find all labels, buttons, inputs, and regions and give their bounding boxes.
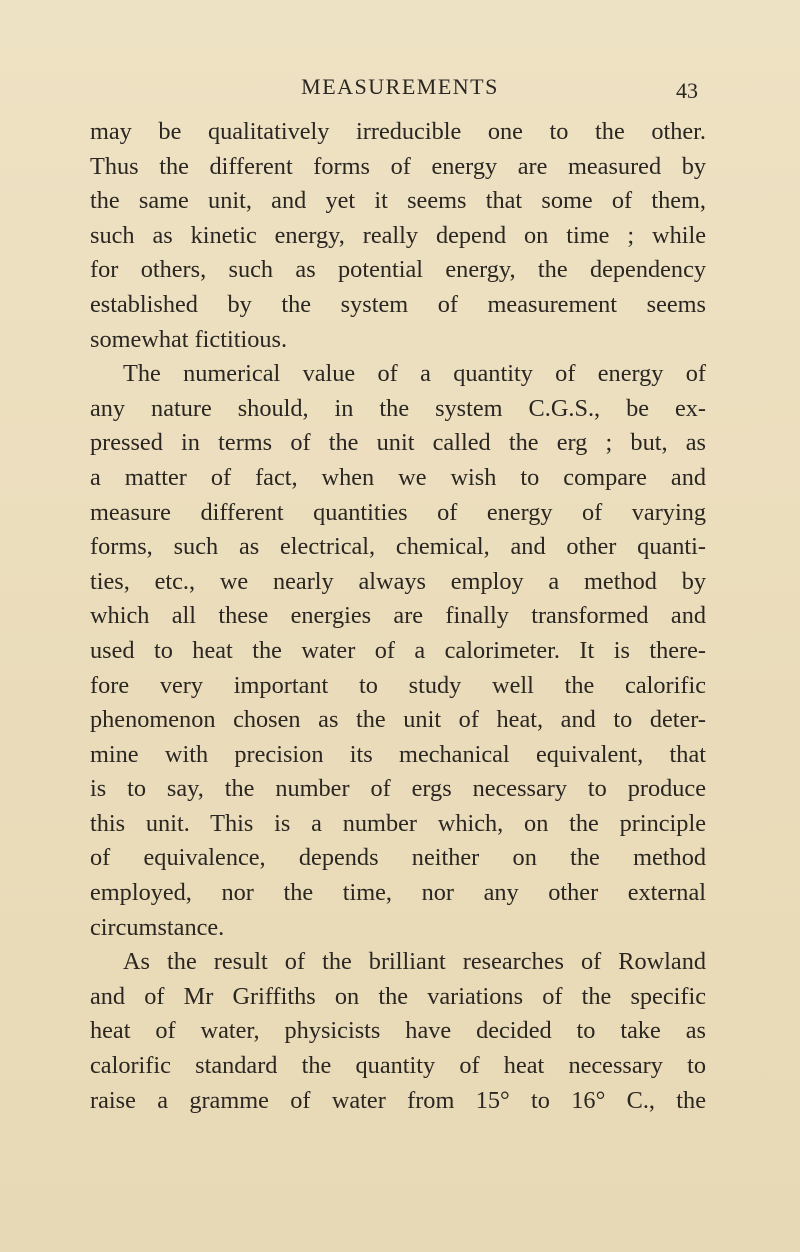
text-line: somewhat fictitious. [90,325,288,353]
text-line: As the result of the brilliant researches of Rowland [123,948,706,976]
text-line: this unit. This is a number which, on the principle [90,809,706,837]
text-line: of equivalence, depends neither on the method [90,844,706,872]
text-line: established by the system of measurement seems [90,290,706,318]
page-number: 43 [676,78,698,103]
text-line: and of Mr Griffiths on the variations of the specific [90,982,706,1010]
text-line: ties, etc., we nearly always employ a method by [90,567,706,595]
text-line: measure different quantities of energy of varying [90,498,706,526]
text-line: which all these energies are finally transformed and [90,602,706,630]
running-head [0,72,800,106]
text-line: may be qualitatively irreducible one to the other. [90,118,706,145]
text-line: circumstance. [90,913,225,941]
text-line: heat of water, physicists have decided to take as [90,1017,706,1045]
text-line: pressed in terms of the unit called the erg ; but, as [90,429,706,457]
text-line: mine with precision its mechanical equivalent, that [90,740,706,768]
text-line: raise a gramme of water from 15° to 16° C., the [90,1086,706,1114]
text-line: is to say, the number of ergs necessary to produce [90,775,706,803]
text-line: The numerical value of a quantity of energy of [123,360,706,388]
text-line: any nature should, in the system C.G.S., be ex- [90,394,706,422]
text-line: such as kinetic energy, really depend on time ; while [90,221,706,249]
text-line: phenomenon chosen as the unit of heat, and to deter- [90,706,706,734]
text-line: calorific standard the quantity of heat necessary to [90,1052,706,1080]
text-line: fore very important to study well the calorific [90,671,706,699]
body-text [90,115,706,1118]
text-line: for others, such as potential energy, the dependency [90,256,706,284]
text-line: forms, such as electrical, chemical, and other quanti- [90,533,706,561]
text-line: a matter of fact, when we wish to compare and [90,463,706,491]
text-line: employed, nor the time, nor any other external [90,879,706,907]
running-title: MEASUREMENTS [301,74,499,99]
text-line: the same unit, and yet it seems that some of them, [90,187,706,215]
text-line: Thus the different forms of energy are measured by [90,152,706,180]
text-line: used to heat the water of a calorimeter. It is there- [90,636,706,664]
